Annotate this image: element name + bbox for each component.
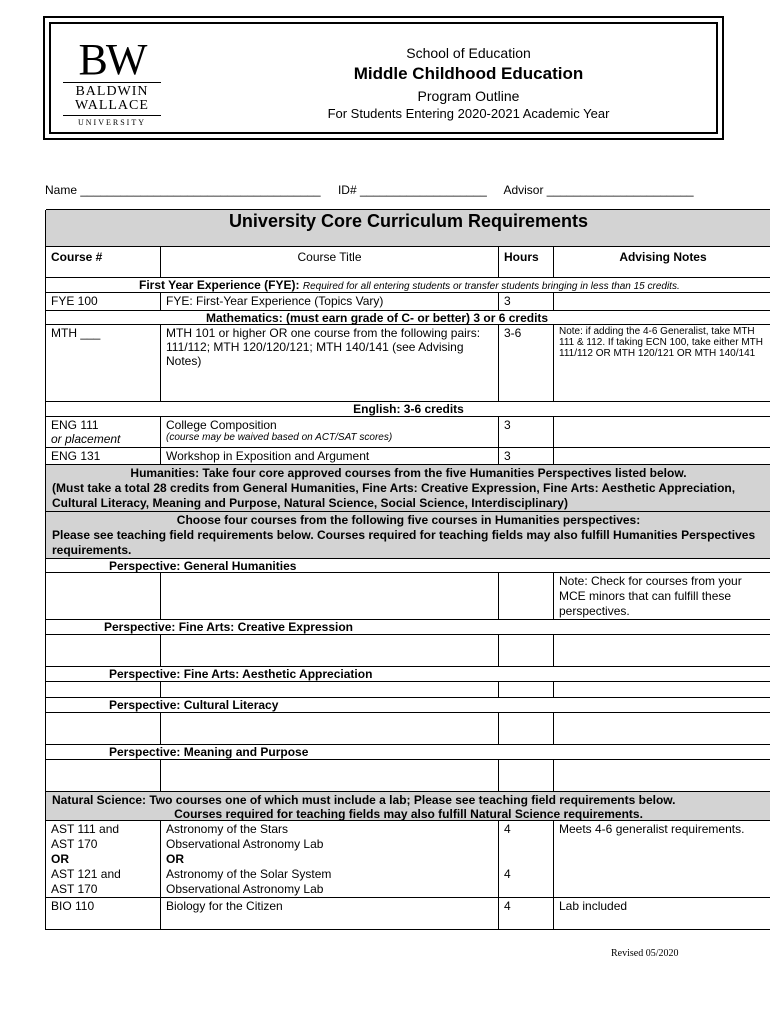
fye-note: Required for all entering students or transfer students bringing in less than 15 credits. <box>302 281 680 292</box>
humanities-heading: Humanities: Take four core approved courses from the five Humanities Perspectives listed below. <box>130 466 687 480</box>
fye-heading: First Year Experience (FYE): <box>139 278 300 292</box>
math-title: MTH 101 or higher OR one course from the following pairs: 111/112; MTH 120/120/121; MTH 140/141 (see Advising Notes) <box>161 325 499 401</box>
fye-hours: 3 <box>499 293 554 310</box>
logo-line2: WALLACE <box>75 98 149 113</box>
table-title: University Core Curriculum Requirements <box>228 211 589 231</box>
humanities-block <box>46 464 770 512</box>
english-heading: English: 3-6 credits <box>46 401 770 417</box>
col-title-header: Course Title <box>161 247 499 277</box>
choose-sub: Please see teaching field requirements below. Courses required for teaching fields may also fulfill Humanities Perspectives requirements. <box>52 528 756 557</box>
ns-hours-2: 4 <box>504 867 511 881</box>
header-text <box>221 44 716 122</box>
table-row <box>46 292 770 311</box>
program-title: Middle Childhood Education <box>353 64 584 83</box>
table-row <box>46 416 770 448</box>
eng131-hours: 3 <box>499 448 554 464</box>
ns-course-0: AST 111 and <box>51 822 120 836</box>
outline-title: Program Outline <box>417 88 520 104</box>
ns-course-3: AST 121 and <box>51 867 121 881</box>
eng111-hours: 3 <box>499 417 554 447</box>
eng111-course: ENG 111 <box>51 418 99 432</box>
table-row <box>46 634 770 667</box>
entering-year: For Students Entering 2020-2021 Academic Year <box>327 106 610 121</box>
choose-heading: Choose four courses from the following five courses in Humanities perspectives: <box>176 513 641 527</box>
ns-title-1: Observational Astronomy Lab <box>166 837 324 851</box>
table-row <box>46 820 770 898</box>
math-hours: 3-6 <box>499 325 554 401</box>
ns-course-4: AST 170 <box>51 882 98 896</box>
natural-science-block <box>46 791 770 821</box>
math-heading: Mathematics: (must earn grade of C- or better) 3 or 6 credits <box>46 310 770 325</box>
perspective-cultural: Perspective: Cultural Literacy <box>46 697 770 713</box>
bw-logo <box>63 35 161 128</box>
table-row <box>46 324 770 402</box>
logo-line1: BALDWIN <box>75 84 149 99</box>
table-row <box>46 712 770 745</box>
eng131-title: Workshop in Exposition and Argument <box>161 448 499 464</box>
ns-course-1: AST 170 <box>51 837 98 851</box>
fye-heading-row <box>46 277 770 293</box>
col-hours-header: Hours <box>499 247 554 277</box>
bio-title: Biology for the Citizen <box>161 898 499 929</box>
ns-title-3: Astronomy of the Solar System <box>166 867 332 881</box>
col-notes-header: Advising Notes <box>619 250 707 264</box>
ns-hours-1: 4 <box>504 822 511 836</box>
logo-monogram: BW <box>78 35 146 84</box>
general-note: Note: Check for courses from your MCE minors that can fulfill these perspectives. <box>559 574 742 618</box>
fye-title: FYE: First-Year Experience (Topics Vary) <box>161 293 499 310</box>
col-course-header: Course # <box>46 247 161 277</box>
bio-note: Lab included <box>559 899 628 913</box>
perspective-general: Perspective: General Humanities <box>46 558 770 573</box>
eng111-title: College Composition <box>166 418 277 432</box>
bio-hours: 4 <box>499 898 554 929</box>
humanities-sub: (Must take a total 28 credits from General Humanities, Fine Arts: Creative Expression, Fine Arts: Aesthetic Appreciation, Cultural Literacy, Meaning and Purpose, Natural Science, Social Science, Interdisciplinary) <box>52 481 736 510</box>
table-row <box>46 681 770 698</box>
revised-date: Revised 05/2020 <box>611 948 679 959</box>
name-field[interactable]: Name ____________________________________ <box>45 183 321 197</box>
perspective-meaning: Perspective: Meaning and Purpose <box>46 744 770 760</box>
column-header-row <box>46 246 770 278</box>
perspective-creative: Perspective: Fine Arts: Creative Expression <box>46 619 770 635</box>
id-field[interactable]: ID# ___________________ <box>337 183 487 197</box>
ns-title-2: OR <box>166 852 184 866</box>
eng131-course: ENG 131 <box>46 448 161 464</box>
ns-heading1: Natural Science: Two courses one of which must include a lab; Please see teaching field requirements below. <box>52 793 676 807</box>
student-info-row <box>45 183 708 197</box>
table-row <box>46 447 770 465</box>
table-row <box>46 759 770 792</box>
ns-heading2: Courses required for teaching fields may also fulfill Natural Science requirements. <box>174 807 643 821</box>
ns-title-0: Astronomy of the Stars <box>166 822 289 836</box>
logo-line3: UNIVERSITY <box>78 118 146 127</box>
header-inner-border <box>49 22 718 134</box>
ns-course-2: OR <box>51 852 69 866</box>
header-box <box>43 16 724 140</box>
math-note: Note: if adding the 4-6 Generalist, take MTH 111 & 112. If taking ECN 100, take either MTH 111/112 OR MTH 120/121 OR MTH 140/141 <box>559 326 763 359</box>
curriculum-table <box>45 210 770 930</box>
ns-note: Meets 4-6 generalist requirements. <box>559 822 745 836</box>
bio-course: BIO 110 <box>46 898 161 929</box>
eng111-sub: (course may be waived based on ACT/SAT scores) <box>166 432 393 443</box>
perspective-aesthetic: Perspective: Fine Arts: Aesthetic Appreciation <box>46 666 770 682</box>
choose-block <box>46 511 770 559</box>
advisor-field[interactable]: Advisor ______________________ <box>503 183 694 197</box>
school-name: School of Education <box>406 45 531 61</box>
table-row <box>46 572 770 620</box>
math-course: MTH ___ <box>46 325 161 401</box>
ns-title-4: Observational Astronomy Lab <box>166 882 324 896</box>
eng111-alt: or placement <box>51 432 121 446</box>
table-row <box>46 897 770 930</box>
table-title-row <box>46 209 770 247</box>
fye-course: FYE 100 <box>46 293 161 310</box>
